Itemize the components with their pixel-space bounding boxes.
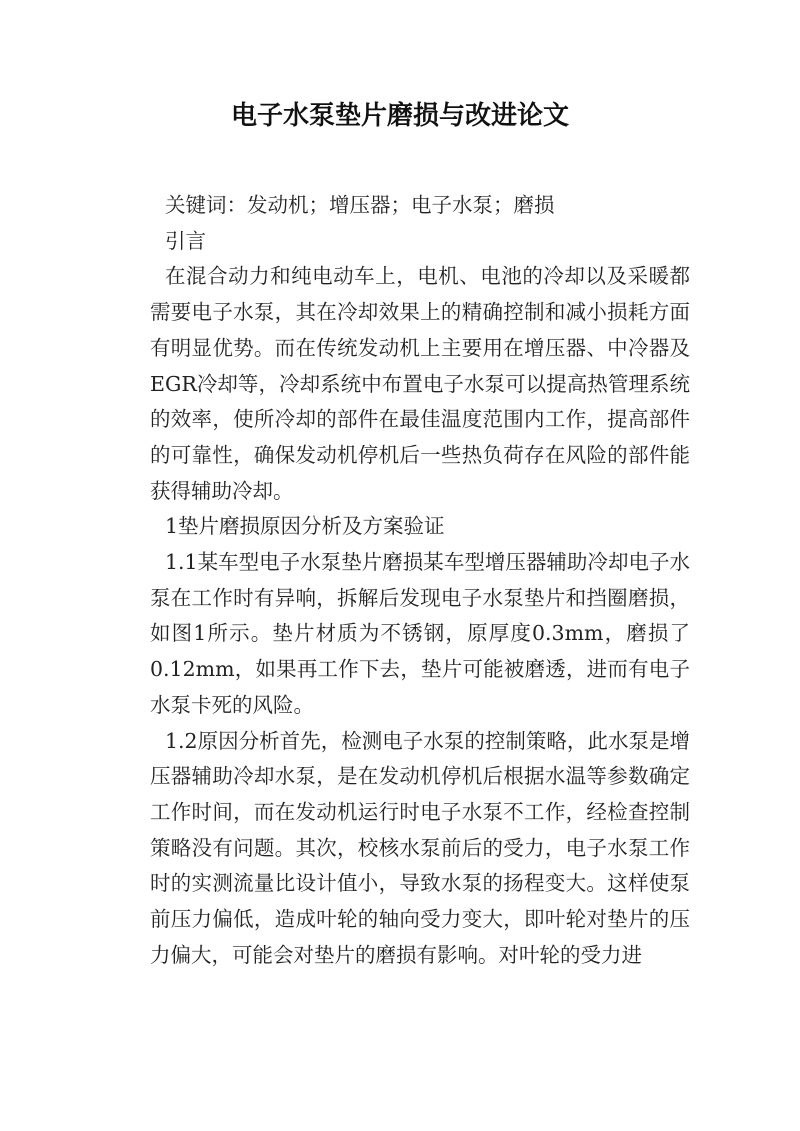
body-paragraph: 1.1某车型电子水泵垫片磨损某车型增压器辅助冷却电子水泵在工作时有异响，拆解后发现电子水泵垫片和挡圈磨损，如图1所示。垫片材质为不锈钢，原厚度0.3mm，磨损了0.12mm，如果再工作下去，垫片可能被磨透，进而有电子水泵卡死的风险。 [150, 550, 690, 717]
document-body [150, 188, 690, 973]
body-paragraph: 1.2原因分析首先，检测电子水泵的控制策略，此水泵是增压器辅助冷却水泵，是在发动机停机后根据水温等参数确定工作时间，而在发动机运行时电子水泵不工作，经检查控制策略没有问题。其次，校核水泵前后的受力，电子水泵工作时的实测流量比设计值小，导致水泵的扬程变大。这样使泵前压力偏低，造成叶轮的轴向受力变大，即叶轮对垫片的压力偏大，可能会对垫片的磨损有影响。对叶轮的受力进 [150, 728, 690, 967]
section-heading-1: 1垫片磨损原因分析及方案验证 [165, 514, 445, 539]
document-title: 电子水泵垫片磨损与改进论文 [230, 101, 569, 131]
body-paragraph: 在混合动力和纯电动车上，电机、电池的冷却以及采暖都需要电子水泵，其在冷却效果上的精确控制和减小损耗方面有明显优势。而在传统发动机上主要用在增压器、中冷器及EGR冷却等，冷却系统中布置电子水泵可以提高热管理系统的效率，使所冷却的部件在最佳温度范围内工作，提高部件的可靠性，确保发动机停机后一些热负荷存在风险的部件能获得辅助冷却。 [150, 264, 690, 503]
keywords-paragraph: 关键词：发动机；增压器；电子水泵；磨损 [165, 193, 555, 217]
section-heading-introduction: 引言 [165, 228, 206, 253]
